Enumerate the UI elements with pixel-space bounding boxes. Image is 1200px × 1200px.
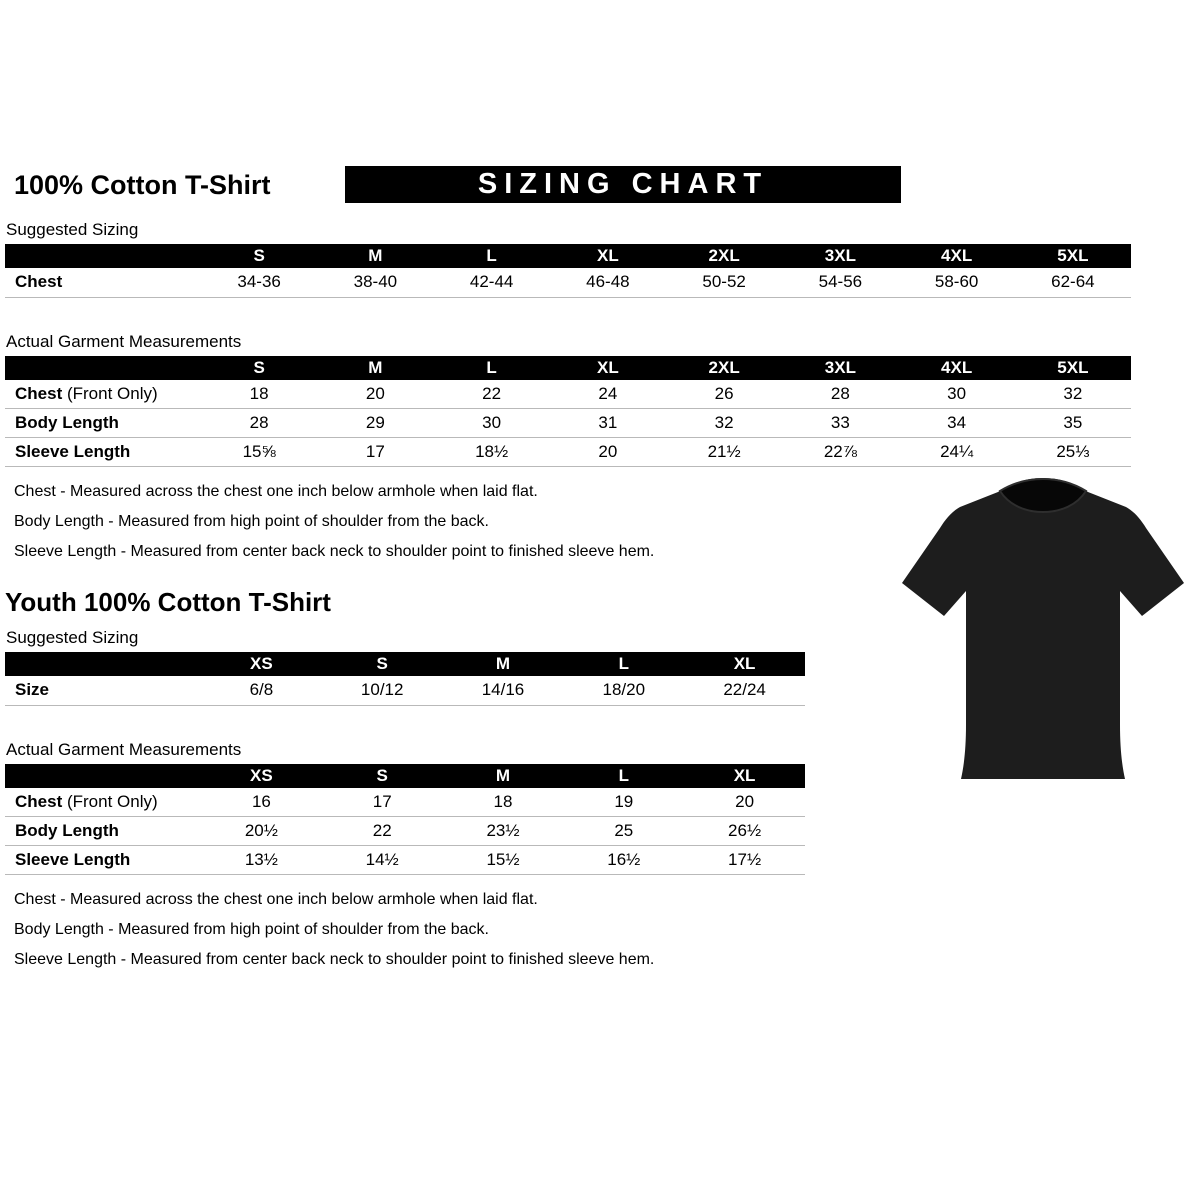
size-column-header: S: [201, 356, 317, 380]
cell: 25: [563, 817, 684, 846]
cell: 20: [550, 438, 666, 467]
size-column-header: 5XL: [1015, 244, 1131, 268]
cell: 13½: [201, 846, 322, 875]
cell: 20: [684, 788, 805, 817]
table-row: [5, 846, 805, 875]
page-title: 100% Cotton T-Shirt: [14, 170, 271, 200]
youth-suggested-table: [5, 652, 805, 706]
cell: 15½: [443, 846, 564, 875]
row-label: [5, 380, 201, 409]
cell: 22⅞: [782, 438, 898, 467]
row-label-suffix: (Front Only): [62, 383, 158, 403]
cell: 26½: [684, 817, 805, 846]
cell: 34-36: [201, 268, 317, 297]
measurement-note: Body Length - Measured from high point of shoulder from the back.: [14, 921, 489, 938]
row-label-text: Chest: [15, 272, 63, 292]
tshirt-body: [902, 478, 1184, 779]
size-column-header: 3XL: [782, 244, 898, 268]
youth-actual-measurements-label: Actual Garment Measurements: [6, 739, 242, 759]
row-label-suffix: (Front Only): [62, 791, 158, 811]
cell: 22/24: [684, 676, 805, 705]
size-column-header: 4XL: [899, 244, 1015, 268]
cell: 24: [550, 380, 666, 409]
adult-actual-measurements-label: Actual Garment Measurements: [6, 331, 242, 351]
cell: 30: [434, 409, 550, 438]
cell: 29: [317, 409, 433, 438]
size-column-header: 4XL: [899, 356, 1015, 380]
cell: 34: [899, 409, 1015, 438]
row-label: [5, 268, 201, 297]
size-column-header: 3XL: [782, 356, 898, 380]
header-row: [0, 166, 1200, 210]
cell: 22: [322, 817, 443, 846]
size-column-header: L: [434, 356, 550, 380]
cell: 50-52: [666, 268, 782, 297]
cell: 28: [201, 409, 317, 438]
size-column-header: XS: [201, 652, 322, 676]
cell: 19: [563, 788, 684, 817]
measurement-note: Chest - Measured across the chest one inch below armhole when laid flat.: [14, 483, 538, 500]
empty-header-cell: [5, 652, 201, 676]
table-header-row: [5, 244, 1131, 268]
cell: 6/8: [201, 676, 322, 705]
size-column-header: 2XL: [666, 244, 782, 268]
table-row: [5, 788, 805, 817]
row-label-text: Body Length: [15, 413, 119, 432]
table-header-row: [5, 652, 805, 676]
cell: 22: [434, 380, 550, 409]
table-header-row: [5, 356, 1131, 380]
cell: 18½: [434, 438, 550, 467]
cell: 26: [666, 380, 782, 409]
row-label: [5, 817, 201, 846]
cell: 17: [322, 788, 443, 817]
cell: 16: [201, 788, 322, 817]
table-header-row: [5, 764, 805, 788]
size-column-header: M: [317, 356, 433, 380]
adult-actual-table: [5, 356, 1131, 468]
table-row: [5, 817, 805, 846]
tshirt-graphic: [893, 470, 1193, 810]
table-row: [5, 676, 805, 705]
size-column-header: S: [322, 764, 443, 788]
size-column-header: XL: [550, 356, 666, 380]
measurement-note: Sleeve Length - Measured from center back neck to shoulder point to finished sleeve hem.: [14, 951, 655, 968]
cell: 28: [782, 380, 898, 409]
row-label-text: Sleeve Length: [15, 442, 131, 461]
table-row: [5, 380, 1131, 409]
table-row: [5, 268, 1131, 297]
cell: 17: [317, 438, 433, 467]
tshirt-image: [893, 470, 1193, 815]
cell: 10/12: [322, 676, 443, 705]
row-label-text: Sleeve Length: [15, 850, 131, 869]
cell: 16½: [563, 846, 684, 875]
cell: 18: [201, 380, 317, 409]
cell: 54-56: [782, 268, 898, 297]
table-row: [5, 409, 1131, 438]
cell: 20: [317, 380, 433, 409]
row-label-text: Chest: [15, 791, 63, 811]
row-label: [5, 438, 201, 467]
cell: 30: [899, 380, 1015, 409]
cell: 32: [1015, 380, 1131, 409]
cell: 38-40: [317, 268, 433, 297]
size-column-header: 2XL: [666, 356, 782, 380]
cell: 42-44: [434, 268, 550, 297]
row-label: [5, 846, 201, 875]
empty-header-cell: [5, 356, 201, 380]
measurement-note: Body Length - Measured from high point of shoulder from the back.: [14, 513, 489, 530]
size-column-header: M: [317, 244, 433, 268]
cell: 35: [1015, 409, 1131, 438]
size-column-header: L: [563, 764, 684, 788]
cell: 31: [550, 409, 666, 438]
cell: 18: [443, 788, 564, 817]
cell: 20½: [201, 817, 322, 846]
cell: 33: [782, 409, 898, 438]
size-column-header: 5XL: [1015, 356, 1131, 380]
size-column-header: M: [443, 764, 564, 788]
cell: 15⅝: [201, 438, 317, 467]
cell: 17½: [684, 846, 805, 875]
size-column-header: L: [563, 652, 684, 676]
youth-suggested-sizing-label: Suggested Sizing: [6, 628, 139, 647]
cell: 46-48: [550, 268, 666, 297]
empty-header-cell: [5, 244, 201, 268]
size-column-header: L: [434, 244, 550, 268]
size-column-header: S: [201, 244, 317, 268]
cell: 32: [666, 409, 782, 438]
cell: 23½: [443, 817, 564, 846]
size-column-header: XL: [684, 764, 805, 788]
cell: 14/16: [443, 676, 564, 705]
size-column-header: XS: [201, 764, 322, 788]
cell: 25⅓: [1015, 438, 1131, 467]
adult-suggested-sizing-label: Suggested Sizing: [6, 220, 139, 239]
row-label: [5, 409, 201, 438]
measurement-note: Sleeve Length - Measured from center back neck to shoulder point to finished sleeve hem.: [14, 543, 655, 560]
cell: 62-64: [1015, 268, 1131, 297]
size-column-header: M: [443, 652, 564, 676]
measurement-note: Chest - Measured across the chest one inch below armhole when laid flat.: [14, 891, 538, 908]
size-column-header: XL: [550, 244, 666, 268]
table-row: [5, 438, 1131, 467]
row-label: [5, 676, 201, 705]
row-label: [5, 788, 201, 817]
row-label-text: Size: [15, 680, 50, 700]
youth-measurement-notes: [14, 891, 1200, 969]
youth-title: Youth 100% Cotton T-Shirt: [5, 587, 331, 617]
row-label-text: Chest: [15, 383, 63, 403]
youth-actual-table: [5, 764, 805, 876]
cell: 24¼: [899, 438, 1015, 467]
sizing-chart-banner: SIZING CHART: [345, 166, 901, 203]
cell: 14½: [322, 846, 443, 875]
empty-header-cell: [5, 764, 201, 788]
cell: 58-60: [899, 268, 1015, 297]
cell: 18/20: [563, 676, 684, 705]
row-label-text: Body Length: [15, 821, 119, 840]
adult-suggested-table: [5, 244, 1131, 298]
size-column-header: XL: [684, 652, 805, 676]
size-column-header: S: [322, 652, 443, 676]
cell: 21½: [666, 438, 782, 467]
